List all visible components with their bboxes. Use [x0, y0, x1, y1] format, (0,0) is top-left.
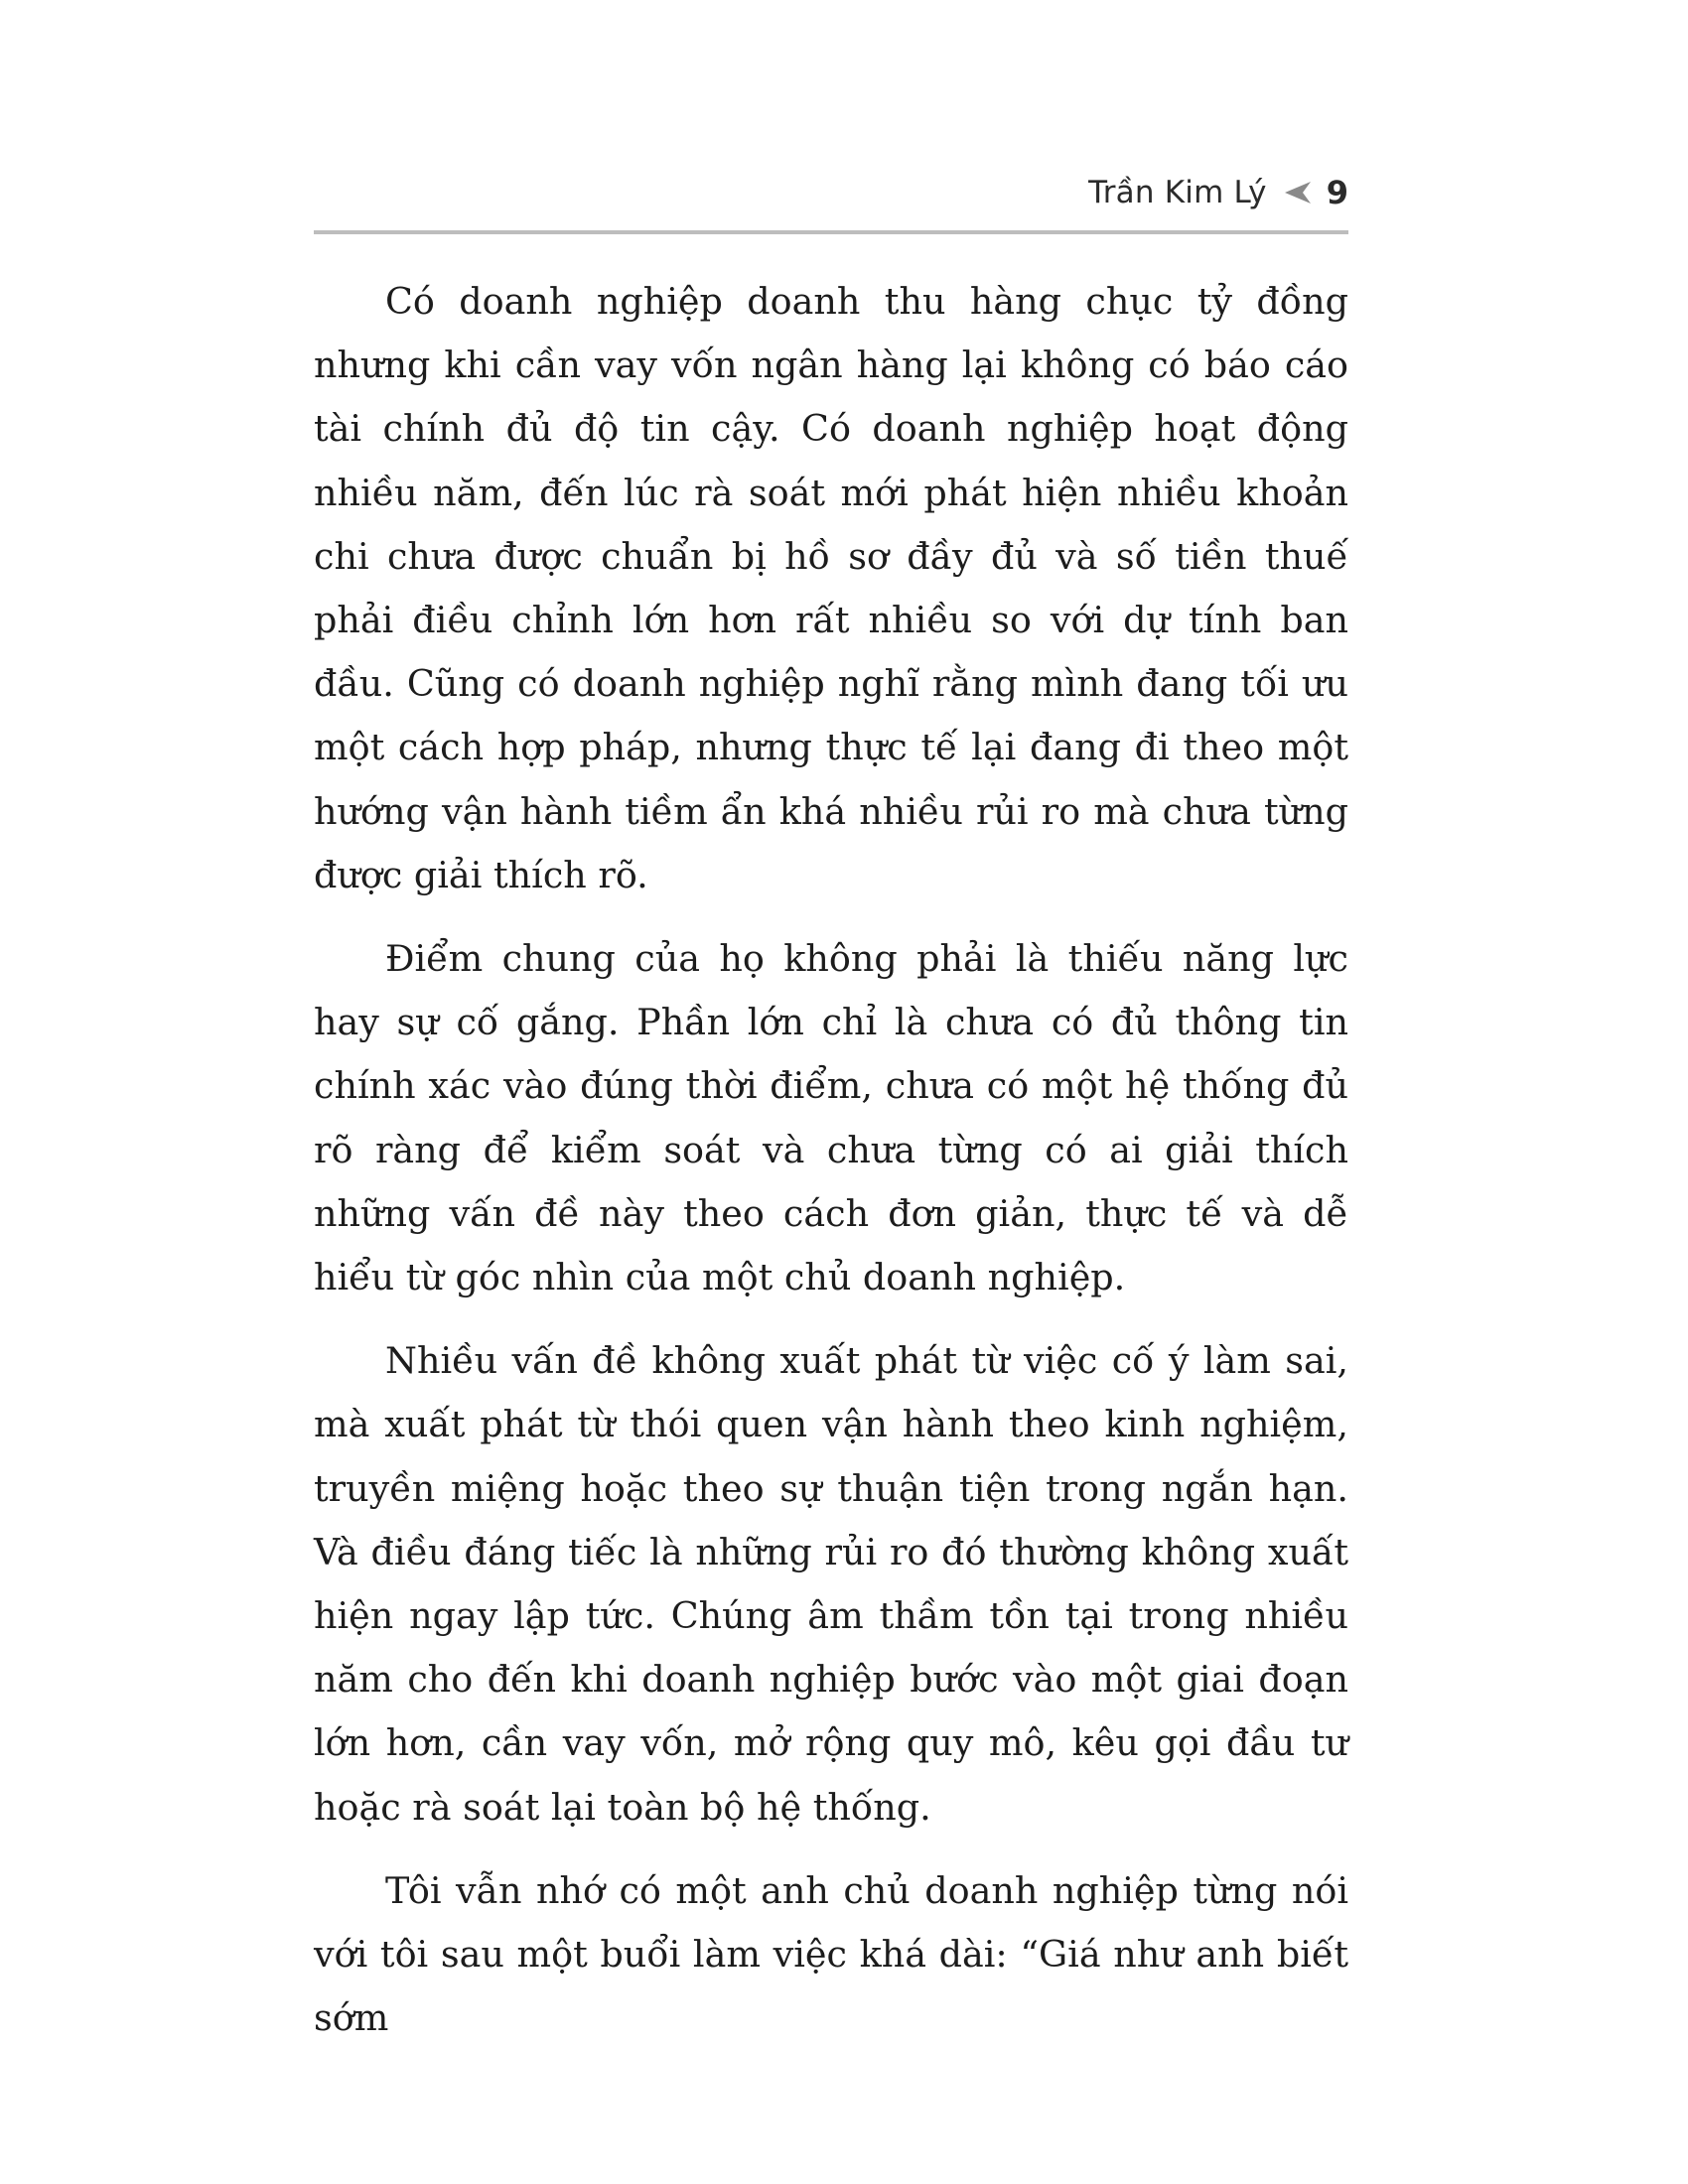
header-rule	[314, 230, 1348, 234]
paragraph-1: Có doanh nghiệp doanh thu hàng chục tỷ đồng nhưng khi cần vay vốn ngân hàng lại không có báo cáo tài chính đủ độ tin cậy. Có doanh nghiệp hoạt động nhiều năm, đến lúc rà soát mới phát hiện nhiều khoản chi chưa được chuẩn bị hồ sơ đầy đủ và số tiền thuế phải điều chỉnh lớn hơn rất nhiều so với dự tính ban đầu. Cũng có doanh nghiệp nghĩ rằng mình đang tối ưu một cách hợp pháp, nhưng thực tế lại đang đi theo một hướng vận hành tiềm ẩn khá nhiều rủi ro mà chưa từng được giải thích rõ.	[314, 280, 1348, 896]
author-name: Trần Kim Lý	[1088, 175, 1267, 210]
left-triangle-marker-icon	[1283, 180, 1313, 205]
body-text	[314, 270, 1348, 2050]
page-number: 9	[1326, 174, 1348, 211]
running-header	[314, 167, 1348, 218]
paragraph-2: Điểm chung của họ không phải là thiếu năng lực hay sự cố gắng. Phần lớn chỉ là chưa có đủ thông tin chính xác vào đúng thời điểm, chưa có một hệ thống đủ rõ ràng để kiểm soát và chưa từng có ai giải thích những vấn đề này theo cách đơn giản, thực tế và dễ hiểu từ góc nhìn của một chủ doanh nghiệp.	[314, 937, 1348, 1299]
paragraph-3: Nhiều vấn đề không xuất phát từ việc cố ý làm sai, mà xuất phát từ thói quen vận hành theo kinh nghiệm, truyền miệng hoặc theo sự thuận tiện trong ngắn hạn. Và điều đáng tiếc là những rủi ro đó thường không xuất hiện ngay lập tức. Chúng âm thầm tồn tại trong nhiều năm cho đến khi doanh nghiệp bước vào một giai đoạn lớn hơn, cần vay vốn, mở rộng quy mô, kêu gọi đầu tư hoặc rà soát lại toàn bộ hệ thống.	[314, 1339, 1348, 1829]
paragraph-4: Tôi vẫn nhớ có một anh chủ doanh nghiệp từng nói với tôi sau một buổi làm việc khá dài: “Giá như anh biết sớm	[314, 1868, 1348, 2040]
